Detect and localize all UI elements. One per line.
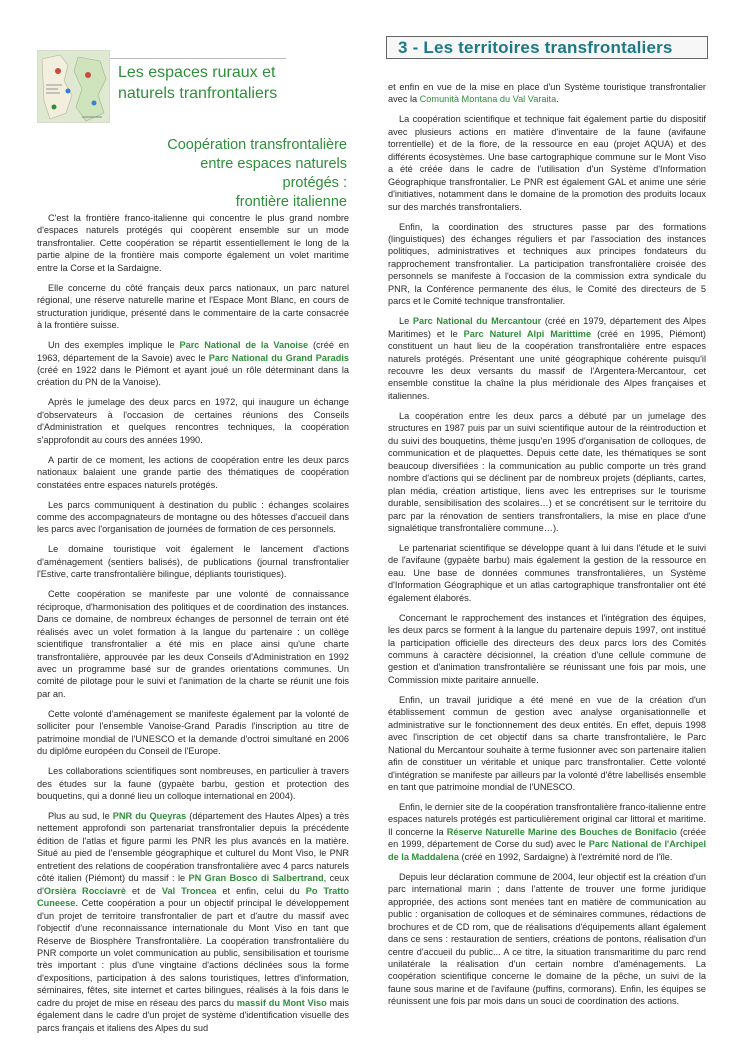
left-paragraph-7: Le domaine touristique voit également le lancement d'actions d'aménagement (sentiers balisés), de publications (journal transfrontalier l'Estive, carte transfrontalière bilingue, dépliants touristiques). (37, 544, 349, 580)
park-name-val-varaita: Comunità Montana du Val Varaita (419, 94, 557, 105)
subsection-title-line1: Coopération transfrontalière (167, 137, 347, 153)
text-run: mais également dans le cadre d'un projet de système d'identification visuelle des parcs français et italiens des Alpes du sud (37, 997, 349, 1033)
text-run: Un des exemples implique le (48, 340, 180, 351)
section-title (118, 62, 318, 104)
map-thumbnail-icon (37, 50, 110, 123)
left-paragraph-10: Les collaborations scientifiques sont nombreuses, en particulier à travers des études sur la faune (gypaète barbu, gestion et protection des bouquetins, qui a donné lieu un colloque international en 2004). (37, 766, 349, 802)
park-name-tratto-cuneese: Po Tratto Cuneese (37, 885, 349, 909)
left-paragraph-3 (37, 339, 349, 389)
right-paragraph-1 (388, 81, 706, 106)
right-paragraph-7: Concernant le rapprochement des instances et l'intégration des équipes, les deux parcs se forment à la langue du partenaire depuis 1997, ont institué la participation officielle des directeurs des deux parcs lors des Comités communs à caractère décisionnel, la création d'une cellule commune de gestion et d'animation transfrontalière se réunissant une fois par mois, une Commission mixte paritaire annuelle. (388, 612, 706, 685)
text-run: (créé en 1979, département des Alpes Maritimes) et le (388, 316, 706, 339)
text-run: (créé en 1992, Sardaigne) à l'extrémité nord de l'île. (458, 851, 673, 862)
left-column (37, 212, 349, 1042)
subsection-title-line3: frontière italienne (235, 194, 347, 210)
left-paragraph-5: A partir de ce moment, les actions de coopération entre les deux parcs nationaux balaient une grande partie des thématiques de coopération constatées entre espaces naturels protégés. (37, 454, 349, 490)
right-paragraph-6: Le partenariat scientifique se développe quant à lui dans l'étude et le suivi de l'avifaune (gypaète barbu) mais également la gestion de la ressource en eau. Une base de données communes transfrontalières, un Système d'Information Géographique et un atlas cartographique transfrontalier ont été également élaborés. (388, 542, 706, 603)
text-run: (département des Hautes Alpes) a très nettement approfondi son partenariat transfrontalier depuis la précédente édition de l'atlas et figure parmi les PNR les plus avancés en la matière. Situé au pied de l'ensemble géographique et culturel du Mont Viso, le PNR entretient des relations de coopération transfrontalière avec 4 parcs naturels côté italien (Piémont) du massif : le (37, 811, 350, 884)
left-paragraph-11 (37, 810, 349, 1034)
chapter-header (386, 36, 708, 59)
section-title-line2: naturels tranfrontaliers (118, 85, 278, 102)
text-run: et enfin en vue de la mise en place d'un Système touristique transfrontalier avec la (388, 82, 706, 105)
right-paragraph-5: La coopération entre les deux parcs a débuté par un jumelage des structures en 1987 puis par un suivi scientifique autour de la réintroduction et du suivi des bouquetins, thème jusqu'en 1995 d'organisation de colloques, de communication et de plaquettes. Depuis cette date, les thématiques se sont beaucoup diversifiées : la communication au public comporte un très grand nombre d'actions qui se déclinent par de nombreux projets (dépliants, cartes, plan média, création artistique, liens avec les entreprises sur le tourisme durable, sensibilisation des scolaires…) et se concrétisent sur le territoire du parc par la rénovation de sentiers transfrontaliers, la mise en place d'une signalétique transfrontalière commune…). (388, 410, 706, 533)
park-name-troncea: Val Troncea (161, 885, 217, 896)
text-run: Plus au sud, le (48, 811, 113, 822)
text-run: (créé en 1995, Piémont) constituent un haut lieu de la coopération transfrontalière entre espaces naturels protégés. Présentant une unité géographique cohérente puisqu'il recouvre les deux versants du massif de l'Argentera-Mercantour, cet ensemble constitue la chaîne la plus méridionale des Alpes françaises et italiennes. (388, 328, 706, 401)
section-title-line1: Les espaces ruraux et (118, 64, 276, 81)
park-name-mont-viso: massif du Mont Viso (236, 997, 327, 1008)
park-name-queyras: PNR du Queyras (112, 811, 187, 822)
text-run: Le (399, 316, 413, 327)
left-paragraph-9: Cette volonté d'aménagement se manifeste également par la volonté de solliciter pour l'ensemble Vanoise-Grand Paradis l'inscription au titre de patrimoine mondial de l'UNESCO et la demande d'octroi simultané en 2006 du diplôme européen du Conseil de l'Europe. (37, 708, 349, 757)
park-name-mercantour: Parc National du Mercantour (412, 316, 542, 327)
left-paragraph-4: Après le jumelage des deux parcs en 1972, qui inaugure un échange d'observateurs à l'occasion de certaines réunions des Conseils d'Administration et quelques rencontres techniques, la coopération s'approfondit au cours des années 1990. (37, 397, 349, 445)
text-run: (créée en 1999, département de Corse du sud) avec le (388, 826, 706, 850)
park-name-bonifacio: Réserve Naturelle Marine des Bouches de Bonifacio (446, 826, 677, 837)
text-run: (créé en 1922 dans le Piémont et ayant joué un rôle déterminant dans la création du PN de la Vanoise). (37, 364, 349, 388)
left-paragraph-1: C'est la frontière franco-italienne qui concentre le plus grand nombre d'espaces naturels protégés qui coopèrent ensemble sur un mode transfrontalier. Cette coopération se répartit essentiellement le long de la partie alpine de la frontière mais comporte également un volet maritime entre la Corse et la Sardaigne. (37, 213, 349, 273)
right-paragraph-9 (388, 801, 706, 863)
text-run: Enfin, le dernier site de la coopération transfrontalière franco-italienne entre espaces naturels protégés est particulièrement original car littoral et maritime. Il concerne la (388, 802, 706, 837)
chapter-title: 3 - Les territoires transfrontaliers (398, 38, 673, 57)
left-paragraph-6: Les parcs communiquent à destination du public : échanges scolaires comme des accompagnateurs de montagne ou des hôtesses d'accueil dans les parcs avec l'organisation de journées de formation de ces personnels. (37, 499, 349, 535)
text-run: . Cette coopération a pour un objectif principal le développement d'un projet de territoire transfrontalier de part et d'autre du massif avec l'objectif d'une reconnaissance internationale du Mont Viso en tant que Réserve de Biosphère Transfrontalière. La coopération transfrontalière du PNR comporte un volet communication au public, sensibilisation et tourisme très important : plus d'une vingtaine d'actions déclinées sous la forme d'expositions, participation à des salons touristiques, lettres d'information, séminaires, fêtes, site internet et cartes bilingues, réalisés à la fois dans le cadre du projet de mise en réseau des parcs du (37, 898, 349, 1008)
park-name-grand-paradis: Parc National du Grand Paradis (208, 352, 349, 363)
header-rule (110, 58, 286, 59)
right-paragraph-2: La coopération scientifique et technique fait également partie du dispositif avec plusieurs actions en matière d'inventaire de la faune (avifaune torrentielle) et de la flore, de la ressource en eau (projet AQUA) et des différents écosystèmes. Une base cartographique commune sur le Mont Viso a été créée dans le cadre de l'utilisation d'un Système d'Information Géographique transfrontalier. Le PNR est également GAL et anime une série d'initiatives, notamment dans le domaine de la promotion des produits locaux sur des marchés transfrontaliers. (388, 114, 706, 212)
right-paragraph-8: Enfin, un travail juridique a été mené en vue de la création d'un établissement commun de gestion avec analyse organisationnelle et administrative sur le fonctionnement des deux entités. En effet, depuis 1998 avec l'inscription de cet objectif dans sa charte transfrontalière, le Parc National du Mercantour souhaite à terme fusionner avec son partenaire italien afin de constituer un véritable et unique parc transfrontalier. Cette volonté d'intégration se manifeste par ailleurs par la volonté d'être labellisés ensemble en tant que patrimoine mondial de l'UNESCO. (388, 694, 706, 793)
park-name-orsiera: Orsièra Rocciavrè (43, 885, 126, 896)
park-name-maddalena: Parc National de l'Archipel de la Maddalena (388, 839, 706, 862)
text-run: (créé en 1963, département de la Savoie) avec le (37, 340, 349, 363)
subsection-title (150, 136, 347, 212)
park-name-gran-bosco: PN Gran Bosco di Salbertrand (188, 873, 324, 884)
text-run: , ceux d' (37, 873, 350, 896)
text-run: et de (125, 885, 162, 896)
park-name-vanoise: Parc National de la Vanoise (179, 340, 309, 351)
subsection-title-line2: entre espaces naturels protégés : (200, 156, 347, 191)
right-paragraph-3: Enfin, la coordination des structures passe par des formations (linguistiques) des échanges réguliers et par l'association des instances politiques, administratives et techniques aux principes fondateurs du rapprochement transfrontalier. La participation transfrontalière croisée des personnels se manifeste à l'occasion de la commission extra syndicale du PNR, la Conférence permanente des élus, le Comité des directeurs de 5 parcs et le Comité technique transfrontalier. (388, 221, 706, 307)
text-run: . (556, 94, 559, 105)
text-run: et enfin, celui du (216, 885, 306, 896)
right-paragraph-4 (388, 315, 706, 402)
left-paragraph-2: Elle concerne du côté français deux parcs nationaux, un parc naturel régional, une réserve naturelle marine et l'Espace Mont Blanc, en cours de structuration juridique, présenté dans le commentaire de la carte consacrée à la frontière suisse. (37, 282, 349, 331)
left-paragraph-8: Cette coopération se manifeste par une volonté de connaissance réciproque, d'harmonisation des politiques et de coordination des instances. Dans ce domaine, de nombreux échanges de personnel de terrain ont été réalisés avec un volet formation à la langue du partenaire : un collège scientifique transfrontalier a été mis en place ainsi qu'une charte transfrontalière, approuvée par les deux Conseils d'Administration en 1992 avec un programme basé sur de grandes orientations communes. Un comité de pilotage pour le suivi et l'animation de la charte se réunit une fois par an. (37, 589, 349, 699)
right-paragraph-10: Depuis leur déclaration commune de 2004, leur objectif est la création d'un parc international marin ; dans l'attente de trouver une forme juridique appropriée, des actions sont menées tant en matière de communication au public : organisation de colloques et de séminaires communes, rédactions de brochures et de CD rom, que de réalisations d'équipements allant également dans ce sens : restauration de sentiers, créations de pontons, réalisation d'un centre d'accueil du public... A ce titre, la situation transmaritime du parc rend unilatérale la réalisation d'un certain nombre d'aménagements. La coopération scientifique concerne le domaine de la pêche, un suivi de la faune sous marine et de l'avifaune (puffins, cormorans). Enfin, les équipes se réunissent une fois par mois dans un souci de coordination des actions. (388, 871, 706, 1007)
park-name-alpi-marittime: Parc Naturel Alpi Marittime (463, 328, 592, 339)
right-column (388, 81, 706, 1015)
